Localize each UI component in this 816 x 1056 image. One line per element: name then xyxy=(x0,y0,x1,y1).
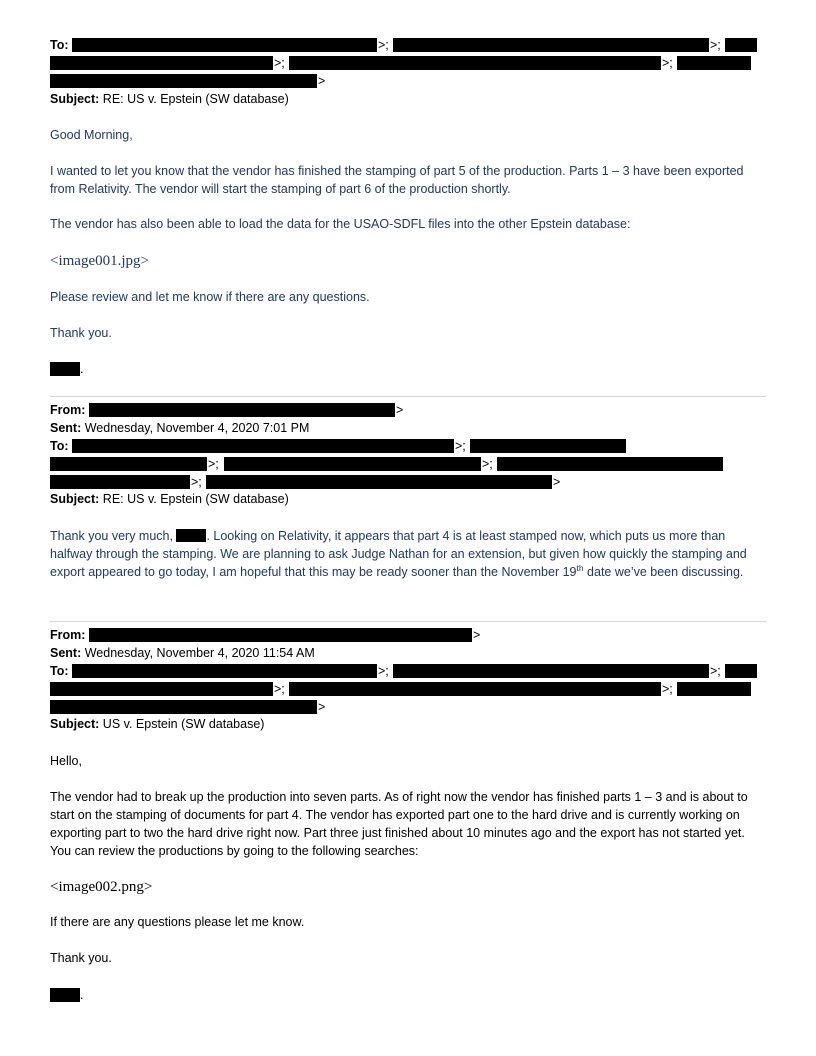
sent-date: Wednesday, November 4, 2020 11:54 AM xyxy=(84,646,315,660)
from-label: From: xyxy=(50,403,86,417)
redaction-box xyxy=(89,628,472,642)
sender-end: > xyxy=(473,628,481,642)
recipient-separator: >; xyxy=(482,457,493,471)
redaction-box xyxy=(289,682,661,696)
body-paragraph: I wanted to let you know that the vendor has finished the stamping of part 5 of the production. Parts 1 – 3 have been exported from Relativity. The vendor will start the stamping of part 6 of the production shortly. xyxy=(50,164,744,196)
subject-line xyxy=(50,491,289,507)
recipient-separator: >; xyxy=(662,682,673,696)
redaction-box xyxy=(725,664,757,678)
divider xyxy=(50,396,766,397)
greeting: Good Morning, xyxy=(50,128,133,142)
recipient-separator: >; xyxy=(455,439,466,453)
recipient-separator: >; xyxy=(662,56,673,70)
recipient-separator: >; xyxy=(710,38,721,52)
greeting: Hello, xyxy=(50,754,82,768)
redaction-box xyxy=(72,38,377,52)
subject-line xyxy=(50,716,264,732)
redaction-box xyxy=(50,74,317,88)
subject-label: Subject: xyxy=(50,492,100,506)
redaction-box xyxy=(50,682,273,696)
redaction-box xyxy=(677,682,751,696)
redaction-box xyxy=(89,403,395,417)
signature-redaction xyxy=(50,362,80,376)
to-label: To: xyxy=(50,664,69,678)
redaction-box xyxy=(289,56,661,70)
recipient-separator: >; xyxy=(378,664,389,678)
redaction-box xyxy=(50,475,190,489)
redaction-box xyxy=(50,457,207,471)
body-text: . Looking on Relativity, it appears that part 4 is at least stamped now, which puts us more than halfway through the stamping. We are planning to ask Judge Nathan for an extension, but given how quickly the stamping and export appeared to go today, I am hopeful that this may be ready sooner than the November 19 xyxy=(50,529,747,579)
superscript: th xyxy=(576,563,584,573)
sent-label: Sent: xyxy=(50,646,82,660)
recipient-separator: >; xyxy=(710,664,721,678)
redaction-box xyxy=(470,439,626,453)
recipient-separator: >; xyxy=(191,475,202,489)
redaction-box xyxy=(50,700,317,714)
recipient-end: > xyxy=(553,475,561,489)
name-redaction xyxy=(176,529,206,542)
redaction-box xyxy=(725,38,757,52)
recipient-separator: >; xyxy=(274,682,285,696)
signature-dot: . xyxy=(80,362,84,376)
sent-label: Sent: xyxy=(50,421,82,435)
body-text: date we’ve been discussing. xyxy=(583,565,744,579)
image-placeholder: <image001.jpg> xyxy=(50,253,149,269)
redaction-box xyxy=(224,457,481,471)
from-label: From: xyxy=(50,628,86,642)
body-paragraph: The vendor had to break up the production into seven parts. As of right now the vendor has finished parts 1 – 3 and is about to start on the stamping of documents for part 4. The vendor has exported part one to the hard drive and is currently working on exporting part to two the hard drive right now. Part three just finished about 10 minutes ago and the export has not started yet. You can review the productions by going to the following searches: xyxy=(50,790,748,858)
subject-text: RE: US v. Epstein (SW database) xyxy=(102,92,289,106)
recipient-separator: >; xyxy=(208,457,219,471)
redaction-box xyxy=(72,439,454,453)
recipient-end: > xyxy=(318,74,326,88)
recipient-end: > xyxy=(318,700,326,714)
redaction-box xyxy=(50,56,273,70)
body-paragraph: If there are any questions please let me know. xyxy=(50,915,305,929)
recipient-separator: >; xyxy=(274,56,285,70)
redaction-box xyxy=(393,38,709,52)
to-label: To: xyxy=(50,38,69,52)
signature-dot: . xyxy=(80,988,84,1002)
sent-line xyxy=(50,645,315,661)
image-placeholder: <image002.png> xyxy=(50,879,153,895)
redaction-box xyxy=(677,56,751,70)
redaction-box xyxy=(393,664,709,678)
closing: Thank you. xyxy=(50,326,112,340)
divider xyxy=(50,621,766,622)
signature-redaction xyxy=(50,988,80,1002)
sent-date: Wednesday, November 4, 2020 7:01 PM xyxy=(84,421,310,435)
redaction-box xyxy=(72,664,377,678)
recipient-separator: >; xyxy=(378,38,389,52)
redaction-box xyxy=(206,475,552,489)
sent-line xyxy=(50,420,309,436)
subject-text: US v. Epstein (SW database) xyxy=(102,717,265,731)
subject-label: Subject: xyxy=(50,717,100,731)
body-paragraph: The vendor has also been able to load the data for the USAO-SDFL files into the other Epstein database: xyxy=(50,217,631,231)
subject-text: RE: US v. Epstein (SW database) xyxy=(102,492,289,506)
closing: Thank you. xyxy=(50,951,112,965)
to-label: To: xyxy=(50,439,69,453)
body-paragraph xyxy=(50,527,766,581)
body-text: Thank you very much, xyxy=(50,529,177,543)
sender-end: > xyxy=(396,403,404,417)
subject-label: Subject: xyxy=(50,92,100,106)
redaction-box xyxy=(497,457,723,471)
subject-line xyxy=(50,91,289,107)
body-paragraph: Please review and let me know if there are any questions. xyxy=(50,290,370,304)
